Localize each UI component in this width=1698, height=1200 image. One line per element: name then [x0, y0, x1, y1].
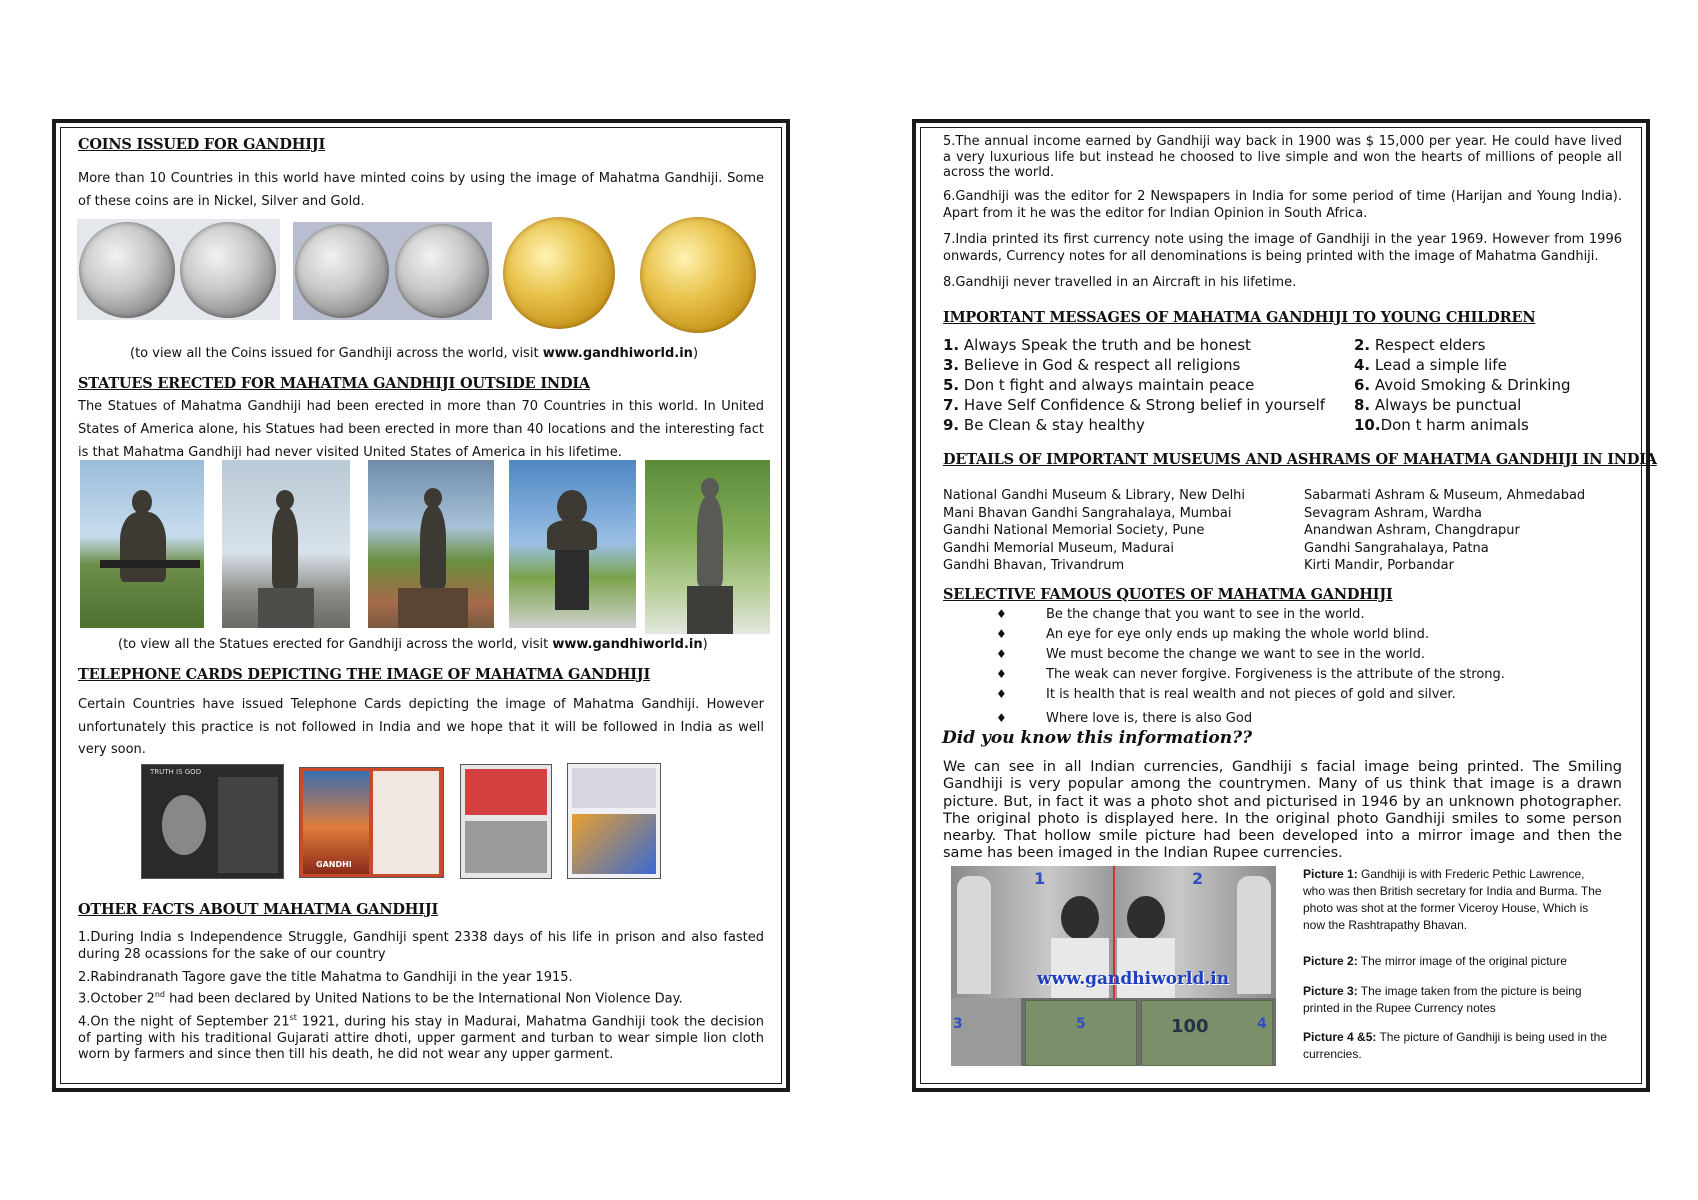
- gold-coin: [640, 217, 756, 333]
- message-7: [943, 395, 1325, 415]
- coin-photo-2: [293, 222, 492, 320]
- caption-text: ): [702, 637, 708, 652]
- statue-photo-2: [222, 460, 350, 628]
- fact-8: 8.Gandhiji never travelled in an Aircraft in his lifetime.: [943, 275, 1297, 290]
- fact-7: 7.India printed its first currency note using the image of Gandhiji in the year 1969. However from 1996 onwards, Currency notes for all denominations is being printed with the image of Mahatma Gandhiji.: [943, 232, 1622, 264]
- picture-number: 5: [1076, 1016, 1086, 1032]
- message-number: 7.: [943, 396, 960, 414]
- caption-label: Picture 2:: [1303, 954, 1358, 968]
- message-text: Don t fight and always maintain peace: [959, 376, 1255, 394]
- bust-head: [557, 490, 587, 524]
- silver-coin: [295, 224, 389, 318]
- card-back: [218, 777, 278, 873]
- picture-1-caption: [1303, 866, 1609, 934]
- statue-figure: [120, 512, 166, 582]
- message-3: [943, 355, 1325, 375]
- diamond-bullet-icon: ♦: [996, 687, 1007, 701]
- message-number: 5.: [943, 376, 960, 394]
- message-5: [943, 375, 1325, 395]
- caption-label: Picture 1:: [1303, 867, 1358, 881]
- message-text: Always Speak the truth and be honest: [959, 336, 1251, 354]
- fact-text: 3.October 2: [78, 991, 155, 1007]
- fact-sup: st: [289, 1013, 297, 1022]
- message-text: Believe in God & respect all religions: [959, 356, 1241, 374]
- message-number: 8.: [1354, 396, 1371, 414]
- statue-figure: [420, 506, 446, 588]
- gold-coin: [503, 217, 615, 329]
- coins-caption: [130, 346, 698, 361]
- gandhi-smile-photo: [951, 866, 1276, 1066]
- quote-item: An eye for eye only ends up making the whole world blind.: [1046, 627, 1430, 642]
- picture-number: 2: [1192, 869, 1204, 888]
- bench: [100, 560, 200, 568]
- fact-text: 4.On the night of September 21: [78, 1014, 290, 1030]
- message-number: 4.: [1354, 356, 1371, 374]
- caption-text: The image taken from the picture is being printed in the Rupee Currency notes: [1303, 984, 1582, 1015]
- picture-4-5-caption: [1303, 1029, 1609, 1063]
- message-2: [1354, 335, 1571, 355]
- message-text: Avoid Smoking & Drinking: [1370, 376, 1571, 394]
- card-label: TRUTH IS GOD: [150, 768, 202, 776]
- card-back: [373, 771, 439, 874]
- phone-card-3: [460, 764, 552, 879]
- message-text: Don t harm animals: [1380, 416, 1529, 434]
- fact-2: 2.Rabindranath Tagore gave the title Mahatma to Gandhiji in the year 1915.: [78, 970, 573, 985]
- fact-text: 1921, during his stay in Madurai, Mahatma Gandhiji took the decision of parting with his traditional Gujarati attire dhoti, upper garment and turban to wear simple lion cloth worn by farmers and since then till his death, he did not wear any upper garment.: [78, 1014, 764, 1063]
- coins-heading: COINS ISSUED FOR GANDHIJI: [78, 136, 326, 153]
- quote-item: Be the change that you want to see in the world.: [1046, 607, 1365, 622]
- nickel-coin: [79, 222, 175, 318]
- phone-card-2: [299, 767, 444, 878]
- message-text: Have Self Confidence & Strong belief in yourself: [959, 396, 1326, 414]
- fact-3: [78, 990, 683, 1006]
- museum-item: Gandhi Bhavan, Trivandrum: [943, 558, 1125, 573]
- card-front: [303, 771, 369, 874]
- nickel-coin: [180, 222, 276, 318]
- statue-head: [132, 490, 152, 514]
- pedestal: [555, 550, 589, 610]
- museum-item: Kirti Mandir, Porbandar: [1304, 558, 1454, 573]
- quotes-heading: SELECTIVE FAMOUS QUOTES OF MAHATMA GANDHIJI: [943, 586, 1393, 603]
- diamond-bullet-icon: ♦: [996, 667, 1007, 681]
- message-10: [1354, 415, 1571, 435]
- picture-number: 4: [1257, 1016, 1267, 1032]
- card-front: [572, 814, 656, 874]
- museum-item: Sevagram Ashram, Wardha: [1304, 505, 1482, 521]
- phone-card-4: [567, 763, 661, 879]
- gandhi-head: [1061, 896, 1099, 940]
- caption-link[interactable]: www.gandhiworld.in: [542, 346, 693, 361]
- card-front: [465, 769, 547, 815]
- card-label: GANDHI: [316, 860, 352, 869]
- diamond-bullet-icon: ♦: [996, 647, 1007, 661]
- card-back: [572, 768, 656, 808]
- pedestal: [398, 588, 468, 628]
- museum-item: Mani Bhavan Gandhi Sangrahalaya, Mumbai: [943, 505, 1232, 521]
- did-you-know-heading: Did you know this information??: [942, 728, 1253, 748]
- museum-item: Gandhi Sangrahalaya, Patna: [1304, 540, 1489, 556]
- message-8: [1354, 395, 1571, 415]
- message-text: Respect elders: [1370, 336, 1486, 354]
- caption-text: ): [692, 346, 699, 361]
- caption-text: The picture of Gandhiji is being used in the currencies.: [1303, 1030, 1607, 1061]
- statue-head: [424, 488, 442, 508]
- pedestal: [687, 586, 733, 634]
- museum-item: National Gandhi Museum & Library, New Delhi: [943, 488, 1246, 503]
- messages-left-column: [943, 335, 1325, 435]
- rupee-note: [1025, 1000, 1137, 1066]
- caption-link[interactable]: www.gandhiworld.in: [552, 637, 703, 652]
- gandhi-shawl: [1117, 938, 1175, 998]
- quote-item: The weak can never forgive. Forgiveness is the attribute of the strong.: [1046, 667, 1505, 682]
- cards-text: Certain Countries have issued Telephone Cards depicting the image of Mahatma Gandhiji. However unfortunately this practice is not followed in India and we hope that it will be followed in India as well very soon.: [78, 697, 764, 757]
- picture-number: 1: [1034, 869, 1046, 888]
- museums-heading: DETAILS OF IMPORTANT MUSEUMS AND ASHRAMS OF MAHATMA GANDHIJI IN INDIA: [943, 451, 1657, 468]
- caption-label: Picture 4 &5:: [1303, 1030, 1377, 1044]
- picture-number: 3: [953, 1016, 963, 1032]
- gandhi-shawl: [1051, 938, 1109, 998]
- bust-shoulders: [547, 520, 597, 550]
- statue-photo-5: [645, 460, 770, 634]
- message-number: 3.: [943, 356, 960, 374]
- watermark: www.gandhiworld.in: [1037, 969, 1230, 989]
- message-number: 6.: [1354, 376, 1371, 394]
- caption-text: The mirror image of the original picture: [1357, 954, 1567, 968]
- message-number: 9.: [943, 416, 960, 434]
- facts-heading: OTHER FACTS ABOUT MAHATMA GANDHIJI: [78, 901, 439, 918]
- fact-6: 6.Gandhiji was the editor for 2 Newspapers in India for some period of time (Harijan and Young India). Apart from it he was the editor for Indian Opinion in South Africa.: [943, 189, 1622, 221]
- pedestal: [258, 588, 314, 628]
- statues-text: The Statues of Mahatma Gandhiji had been erected in more than 70 Countries in this world. In United States of America alone, his Statues had been erected in more than 40 locations and the interesting fact is that Mahatma Gandhiji had never visited United States of America in his lifetime.: [78, 399, 764, 460]
- message-text: Always be punctual: [1370, 396, 1522, 414]
- statue-figure: [697, 496, 723, 586]
- museum-item: Gandhi Memorial Museum, Madurai: [943, 540, 1175, 556]
- lawrence-figure: [957, 876, 991, 994]
- gandhi-portrait-crop: [951, 998, 1021, 1066]
- fact-sup: nd: [154, 990, 165, 999]
- museum-item: Sabarmati Ashram & Museum, Ahmedabad: [1304, 488, 1586, 503]
- phone-card-1: [141, 764, 284, 879]
- card-back: [465, 821, 547, 873]
- silver-coin: [395, 224, 489, 318]
- diamond-bullet-icon: ♦: [996, 711, 1007, 725]
- message-4: [1354, 355, 1571, 375]
- coin-photo-1: [77, 219, 280, 320]
- message-6: [1354, 375, 1571, 395]
- message-9: [943, 415, 1325, 435]
- statue-photo-4: [509, 460, 636, 628]
- quote-item: Where love is, there is also God: [1046, 711, 1253, 726]
- coins-text: More than 10 Countries in this world have minted coins by using the image of Mahatma Gandhiji. Some of these coins are in Nickel, Silver and Gold.: [78, 171, 764, 209]
- gandhi-head: [1127, 896, 1165, 940]
- did-you-know-text: We can see in all Indian currencies, Gandhiji s facial image being printed. The Smiling Gandhiji is very popular among the countrymen. Many of us think that image is a drawn picture. But, in fact it was a photo shot and picturised in 1946 by an unknown photographer. The original photo is displayed here. In the original photo Gandhiji smiles to some person nearby. That hollow smile picture had been developed into a mirror image and then the same has been imaged in the Indian Rupee currencies.: [943, 759, 1622, 862]
- statue-head: [701, 478, 719, 498]
- note-value: 100: [1171, 1016, 1209, 1037]
- caption-text: (to view all the Coins issued for Gandhiji across the world, visit: [130, 346, 543, 361]
- quote-item: It is health that is real wealth and not pieces of gold and silver.: [1046, 687, 1456, 702]
- statue-figure: [272, 508, 298, 588]
- message-text: Lead a simple life: [1370, 356, 1507, 374]
- caption-label: Picture 3:: [1303, 984, 1358, 998]
- gandhi-portrait: [162, 795, 206, 855]
- messages-right-column: [1354, 335, 1571, 435]
- messages-heading: IMPORTANT MESSAGES OF MAHATMA GANDHIJI TO YOUNG CHILDREN: [943, 309, 1536, 326]
- diamond-bullet-icon: ♦: [996, 627, 1007, 641]
- fact-text: had been declared by United Nations to be the International Non Violence Day.: [165, 991, 683, 1007]
- message-text: Be Clean & stay healthy: [959, 416, 1145, 434]
- museum-item: Anandwan Ashram, Changdrapur: [1304, 523, 1520, 538]
- picture-2-caption: [1303, 953, 1609, 970]
- museums-left-column: [943, 487, 1245, 575]
- statues-caption: [118, 637, 708, 652]
- caption-text: (to view all the Statues erected for Gandhiji across the world, visit: [118, 637, 553, 652]
- caption-text: Gandhiji is with Frederic Pethic Lawrence, who was then British secretary for India and Burma. The photo was shot at the former Viceroy House, Which is now the Rashtrapathy Bhavan.: [1303, 867, 1602, 932]
- lawrence-figure: [1237, 876, 1271, 994]
- quote-item: We must become the change we want to see in the world.: [1046, 647, 1426, 662]
- diamond-bullet-icon: ♦: [996, 607, 1007, 621]
- message-number: 1.: [943, 336, 960, 354]
- fact-5: 5.The annual income earned by Gandhiji way back in 1900 was $ 15,000 per year. He could have lived a very luxurious life but instead he choosed to live simple and won the hearts of millions of people all across the world.: [943, 134, 1622, 180]
- cards-heading: TELEPHONE CARDS DEPICTING THE IMAGE OF MAHATMA GANDHIJI: [78, 666, 651, 683]
- picture-3-caption: [1303, 983, 1609, 1017]
- message-number: 2.: [1354, 336, 1371, 354]
- statue-photo-3: [368, 460, 494, 628]
- museums-right-column: [1304, 487, 1585, 575]
- museum-item: Gandhi National Memorial Society, Pune: [943, 523, 1205, 538]
- fact-1: 1.During India s Independence Struggle, Gandhiji spent 2338 days of his life in prison and also fasted during 28 ocassions for the sake of our country: [78, 930, 764, 962]
- statue-photo-1: [80, 460, 204, 628]
- statue-head: [276, 490, 294, 510]
- fact-4: [78, 1010, 764, 1064]
- message-1: [943, 335, 1325, 355]
- statues-heading: STATUES ERECTED FOR MAHATMA GANDHIJI OUTSIDE INDIA: [78, 375, 590, 392]
- message-number: 10.: [1354, 416, 1381, 434]
